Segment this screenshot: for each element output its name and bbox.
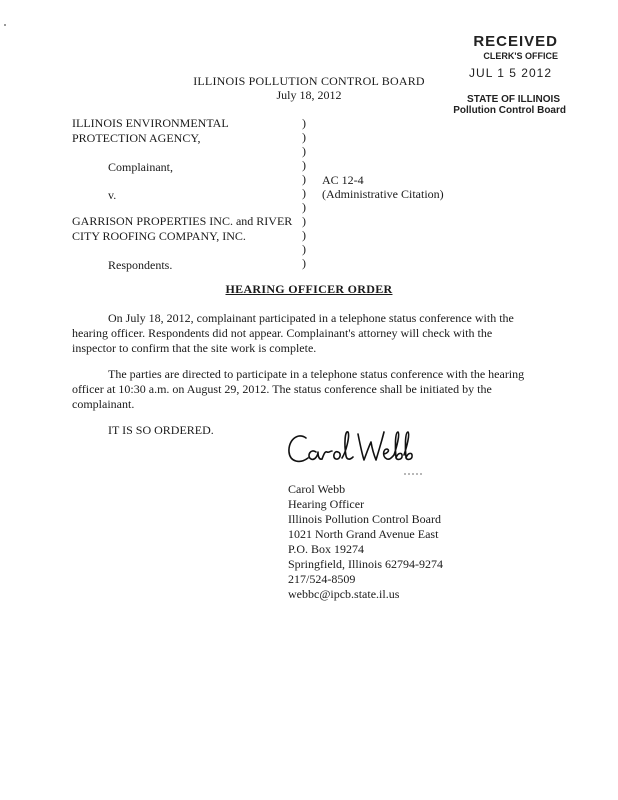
stamp-clerks-office: CLERK'S OFFICE bbox=[483, 51, 558, 61]
caption-paren: ) bbox=[302, 130, 306, 144]
order-paragraph-2 bbox=[72, 367, 532, 412]
paragraph-line: inspector to confirm that the site work is complete. bbox=[72, 341, 317, 355]
case-type: (Administrative Citation) bbox=[322, 187, 444, 201]
caption-paren: ) bbox=[302, 214, 306, 228]
signer-title: Hearing Officer bbox=[288, 497, 365, 511]
signer-city: Springfield, Illinois 62794-9274 bbox=[288, 557, 443, 571]
caption-paren: ) bbox=[302, 144, 306, 158]
respondent-name-line1: GARRISON PROPERTIES INC. and RIVER bbox=[72, 214, 293, 228]
paragraph-line: complainant. bbox=[72, 397, 135, 411]
board-title: ILLINOIS POLLUTION CONTROL BOARD bbox=[193, 74, 425, 88]
stamp-received: RECEIVED bbox=[473, 33, 558, 50]
stamp-state: STATE OF ILLINOIS bbox=[467, 94, 560, 105]
signer-phone: 217/524-8509 bbox=[288, 572, 356, 586]
stamp-board: Pollution Control Board bbox=[453, 105, 566, 116]
signature-block bbox=[288, 482, 443, 602]
complainant-name-line1: ILLINOIS ENVIRONMENTAL bbox=[72, 116, 229, 130]
signer-street: 1021 North Grand Avenue East bbox=[288, 527, 439, 541]
handwritten-signature bbox=[284, 422, 424, 478]
paragraph-line: hearing officer. Respondents did not appear. Complainant's attorney will check with the bbox=[72, 326, 493, 340]
caption-paren: ) bbox=[302, 256, 306, 270]
case-number: AC 12-4 bbox=[322, 173, 364, 187]
signer-name: Carol Webb bbox=[288, 482, 346, 496]
so-ordered: IT IS SO ORDERED. bbox=[108, 423, 214, 437]
paragraph-line: On July 18, 2012, complainant participated in a telephone status conference with the bbox=[108, 311, 514, 325]
caption-paren: ) bbox=[302, 172, 306, 186]
scan-speck bbox=[4, 24, 6, 26]
caption-paren: ) bbox=[302, 158, 306, 172]
order-heading: HEARING OFFICER ORDER bbox=[225, 282, 393, 296]
respondent-role: Respondents. bbox=[108, 258, 173, 272]
complainant-name-line2: PROTECTION AGENCY, bbox=[72, 131, 201, 145]
versus: v. bbox=[108, 188, 117, 202]
caption-paren: ) bbox=[302, 200, 306, 214]
caption-paren: ) bbox=[302, 228, 306, 242]
caption-paren: ) bbox=[302, 116, 306, 130]
signer-pobox: P.O. Box 19274 bbox=[288, 542, 365, 556]
order-paragraph-1 bbox=[72, 311, 532, 356]
paragraph-line: officer at 10:30 a.m. on August 29, 2012. The status conference shall be initiated by the bbox=[72, 382, 492, 396]
signer-email: webbc@ipcb.state.il.us bbox=[288, 587, 400, 601]
paragraph-line: The parties are directed to participate in a telephone status conference with the hearing bbox=[108, 367, 525, 381]
respondent-name-line2: CITY ROOFING COMPANY, INC. bbox=[72, 229, 246, 243]
signer-organization: Illinois Pollution Control Board bbox=[288, 512, 442, 526]
caption-paren: ) bbox=[302, 242, 306, 256]
stamp-date: JUL 1 5 2012 bbox=[469, 66, 552, 80]
order-date: July 18, 2012 bbox=[276, 88, 342, 102]
complainant-role: Complainant, bbox=[108, 160, 173, 174]
caption-paren: ) bbox=[302, 186, 306, 200]
